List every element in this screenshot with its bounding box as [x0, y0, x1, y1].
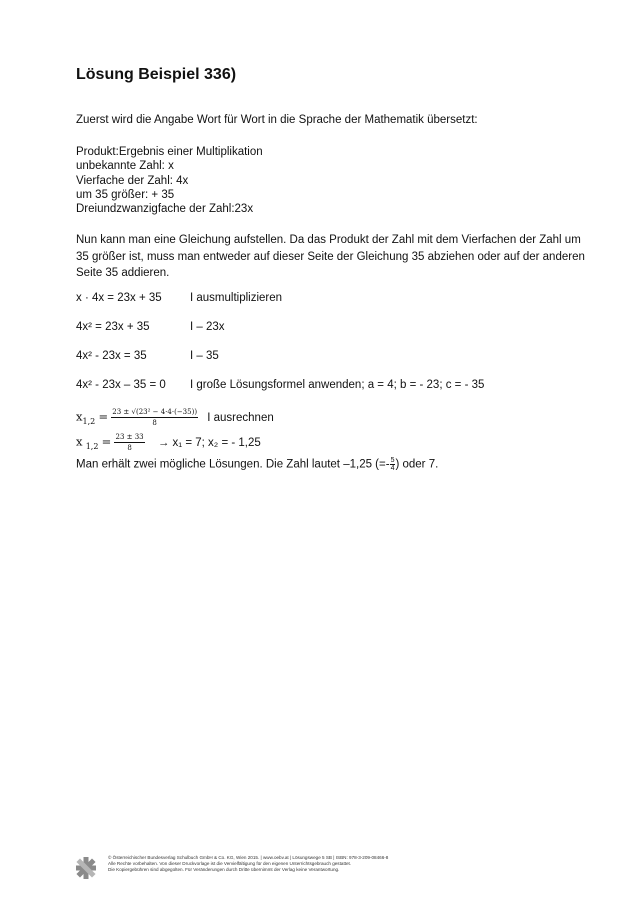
fraction-numerator: 23 ± √(23² − 4·4·(−35)) [112, 408, 198, 416]
fraction-numerator: 5 [390, 457, 395, 464]
result-text: → x₁ = 7; x₂ = - 1,25 [157, 436, 261, 449]
definition-line: unbekannte Zahl: x [76, 160, 174, 173]
conclusion-after: ) oder 7. [395, 458, 439, 471]
footer-line: Alle Rechte vorbehalten. Von dieser Druckvorlage ist die Vervielfältigung für den eigenen Unterrichtsgebrauch gestattet. [108, 861, 352, 867]
formula-subscript: 1,2 [82, 416, 96, 426]
operation-note: I große Lösungsformel anwenden; a = 4; b = - 23; c = - 35 [190, 379, 485, 391]
formula-equals: = [98, 409, 109, 424]
formula-evaluation [76, 433, 261, 452]
definition-line: Produkt:Ergebnis einer Multiplikation [76, 146, 263, 158]
fraction-denominator: 8 [127, 444, 132, 452]
formula-lhs: x [76, 434, 83, 449]
intro-text: Zuerst wird die Angabe Wort für Wort in die Sprache der Mathematik übersetzt: [76, 114, 478, 126]
operation-note: I – 35 [190, 350, 219, 362]
operation-note: I – 23x [190, 321, 225, 333]
definitions-list [76, 145, 263, 216]
fraction-denominator: 8 [152, 419, 157, 427]
formula-equals: = [101, 434, 112, 449]
operation-note: I ausmultiplizieren [190, 292, 283, 304]
equation: 4x² - 23x – 35 = 0 [76, 379, 166, 391]
definition-line: Dreiundzwanzigfache der Zahl:23x [76, 203, 254, 216]
footer-line: Die Kopiergebühren sind abgegolten. Für Veränderungen durch Dritte übernimmt der Verlag keine Verantwortung. [108, 867, 340, 873]
equation: x · 4x = 23x + 35 [76, 292, 162, 304]
quadratic-formula [76, 408, 274, 427]
operation-note: I ausrechnen [207, 411, 274, 424]
formula-lhs: x [76, 409, 83, 424]
definition-line: um 35 größer: + 35 [76, 188, 175, 201]
explanation-paragraph: Nun kann man eine Gleichung aufstellen. Da das Produkt der Zahl mit dem Vierfachen der Zahl um 35 größer ist, muss man entweder auf dieser Seite der Gleichung 35 abziehen oder auf der anderen Seite 35 addieren. [76, 234, 585, 279]
equation: 4x² = 23x + 35 [76, 321, 150, 333]
footer-line: © Österreichischer Bundesverlag Schulbuch GmbH & Co. KG, Wien 2015. | www.oebv.at | Lösungswege 5 SB | ISBN: 978-3-209-08466-8 [108, 855, 389, 860]
conclusion-before: Man erhält zwei mögliche Lösungen. Die Zahl lautet –1,25 (=- [76, 458, 390, 471]
footer-text [108, 855, 388, 874]
formula-subscript: 1,2 [85, 441, 99, 451]
conclusion-text [76, 457, 438, 472]
publisher-logo-icon [76, 857, 96, 879]
formula-fraction [114, 433, 144, 452]
equation: 4x² - 23x = 35 [76, 350, 147, 362]
definition-line: Vierfache der Zahl: 4x [76, 174, 189, 187]
formula-fraction [111, 408, 198, 427]
fraction-numerator: 23 ± 33 [115, 433, 144, 441]
page-title: Lösung Beispiel 336) [76, 66, 237, 83]
fraction-denominator: 4 [390, 465, 395, 472]
